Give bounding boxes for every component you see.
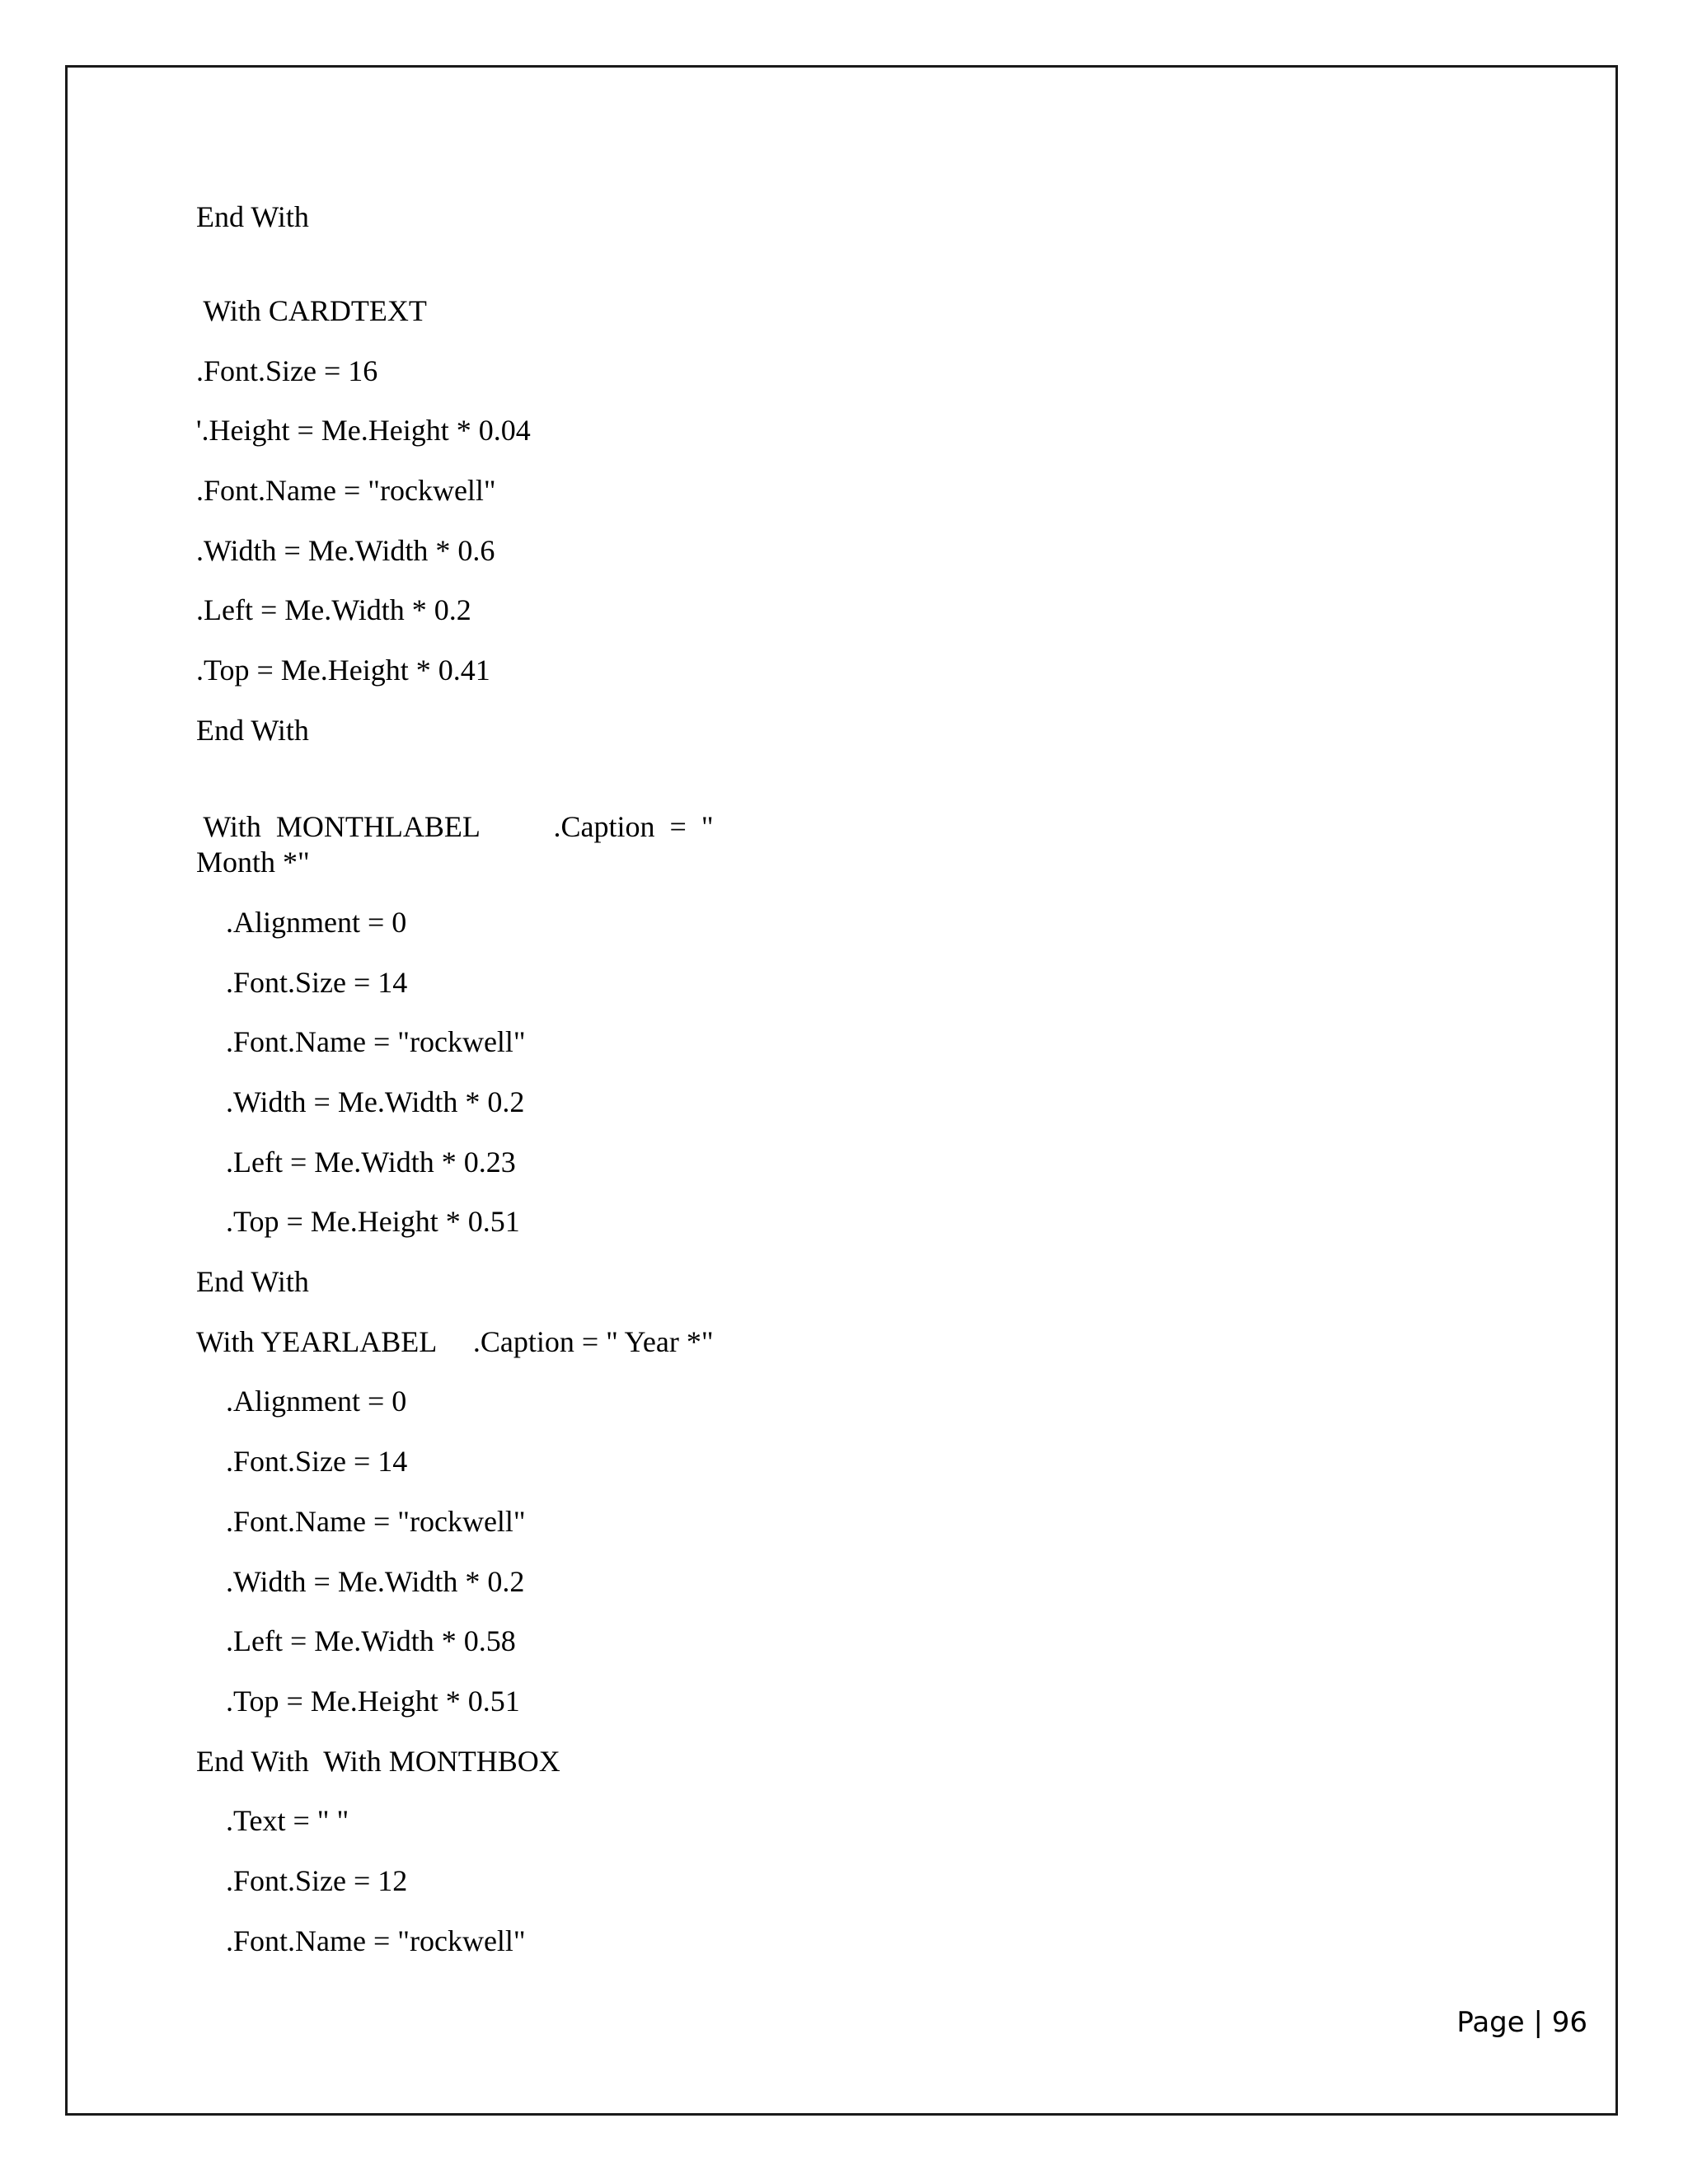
code-line: .Width = Me.Width * 0.2 [226,1565,525,1598]
code-line: .Font.Name = "rockwell" [226,1505,526,1538]
code-line: With YEARLABEL .Caption = " Year *" [196,1325,714,1358]
code-line: .Left = Me.Width * 0.23 [226,1146,516,1179]
code-line: End With [196,714,309,747]
code-line: With CARDTEXT [196,294,427,327]
code-line: Month *" [196,846,310,879]
code-line: .Font.Size = 16 [196,354,378,387]
code-line: '.Height = Me.Height * 0.04 [196,414,531,447]
code-line: .Font.Name = "rockwell" [226,1025,526,1058]
code-line: With MONTHLABEL .Caption = " [196,810,714,843]
code-line: .Alignment = 0 [226,906,407,939]
code-line: .Font.Name = "rockwell" [196,474,496,507]
code-line: .Font.Size = 14 [226,966,408,999]
page-number: Page | 96 [1456,2006,1587,2039]
code-line: .Left = Me.Width * 0.58 [226,1624,516,1657]
code-line: .Left = Me.Width * 0.2 [196,593,471,626]
code-line: .Font.Name = "rockwell" [226,1924,526,1957]
code-line: End With [196,1265,309,1298]
code-line: .Font.Size = 12 [226,1864,408,1897]
code-line: .Alignment = 0 [226,1385,407,1418]
code-line: End With With MONTHBOX [196,1745,560,1778]
code-line: .Top = Me.Height * 0.51 [226,1685,520,1718]
code-line: .Top = Me.Height * 0.41 [196,654,490,687]
code-line: .Width = Me.Width * 0.6 [196,534,495,567]
code-line: .Width = Me.Width * 0.2 [226,1085,525,1118]
code-line: .Top = Me.Height * 0.51 [226,1205,520,1238]
code-line: End With [196,200,309,233]
code-line: .Font.Size = 14 [226,1445,408,1478]
code-line: .Text = " " [226,1804,349,1837]
